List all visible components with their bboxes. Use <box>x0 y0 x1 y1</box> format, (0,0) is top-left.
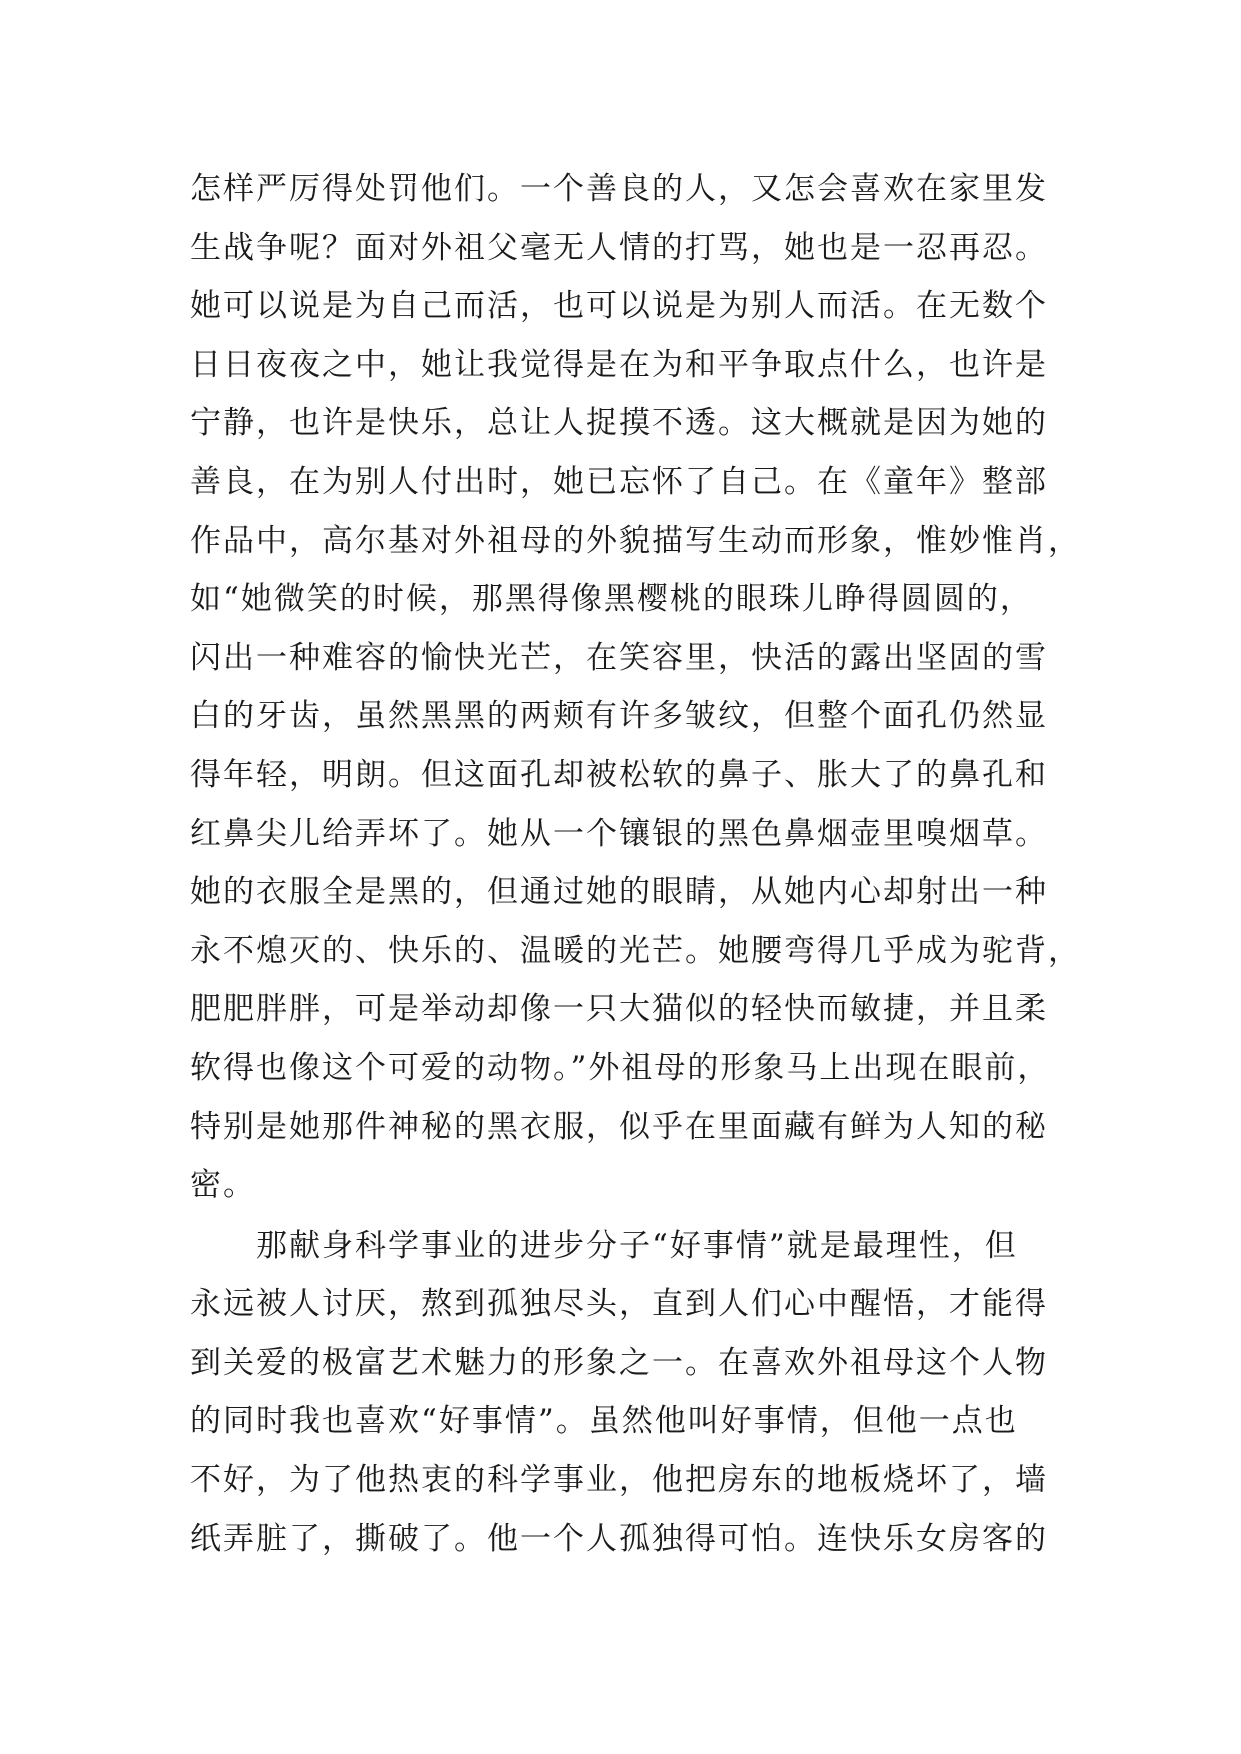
text-line: 永远被人讨厌，熬到孤独尽头，直到人们心中醒悟，才能得 <box>190 1286 1048 1323</box>
text-line: 纸弄脏了，撕破了。他一个人孤独得可怕。连快乐女房客的 <box>190 1520 1048 1557</box>
body-text <box>190 160 1081 1568</box>
text-line: 到关爱的极富艺术魅力的形象之一。在喜欢外祖母这个人物 <box>190 1344 1048 1381</box>
text-line: 她的衣服全是黑的，但通过她的眼睛，从她内心却射出一种 <box>190 874 1048 911</box>
text-line: 作品中，高尔基对外祖母的外貌描写生动而形象，惟妙惟肖， <box>190 522 1081 559</box>
text-line: 那献身科学事业的进步分子“好事情”就是最理性，但 <box>190 1227 1018 1264</box>
text-line: 宁静，也许是快乐，总让人捉摸不透。这大概就是因为她的 <box>190 405 1048 442</box>
text-line: 生战争呢？面对外祖父毫无人情的打骂，她也是一忍再忍。 <box>190 229 1048 266</box>
text-line: 闪出一种难容的愉快光芒，在笑容里，快活的露出坚固的雪 <box>190 639 1048 676</box>
text-line: 的同时我也喜欢“好事情”。虽然他叫好事情，但他一点也 <box>190 1403 1018 1440</box>
text-line: 红鼻尖儿给弄坏了。她从一个镶银的黑色鼻烟壶里嗅烟草。 <box>190 815 1048 852</box>
text-line: 特别是她那件神秘的黑衣服，似乎在里面藏有鲜为人知的秘 <box>190 1108 1048 1145</box>
text-line: 密。 <box>190 1167 256 1204</box>
text-line: 怎样严厉得处罚他们。一个善良的人，又怎会喜欢在家里发 <box>190 171 1048 207</box>
text-line: 软得也像这个可爱的动物。”外祖母的形象马上出现在眼前， <box>190 1049 1051 1086</box>
text-line: 得年轻，明朗。但这面孔却被松软的鼻子、胀大了的鼻孔和 <box>190 756 1048 793</box>
text-line: 白的牙齿，虽然黑黑的两颊有许多皱纹，但整个面孔仍然显 <box>190 698 1048 735</box>
text-line: 如“她微笑的时候，那黑得像黑樱桃的眼珠儿睁得圆圆的， <box>190 581 1033 618</box>
text-line: 永不熄灭的、快乐的、温暖的光芒。她腰弯得几乎成为驼背， <box>190 932 1081 969</box>
text-line: 善良，在为别人付出时，她已忘怀了自己。在《童年》整部 <box>190 463 1048 500</box>
text-line: 肥肥胖胖，可是举动却像一只大猫似的轻快而敏捷，并且柔 <box>190 991 1048 1028</box>
text-line: 她可以说是为自己而活，也可以说是为别人而活。在无数个 <box>190 288 1048 325</box>
text-line: 不好，为了他热衷的科学事业，他把房东的地板烧坏了，墙 <box>190 1462 1048 1499</box>
text-line: 日日夜夜之中，她让我觉得是在为和平争取点什么，也许是 <box>190 346 1048 383</box>
